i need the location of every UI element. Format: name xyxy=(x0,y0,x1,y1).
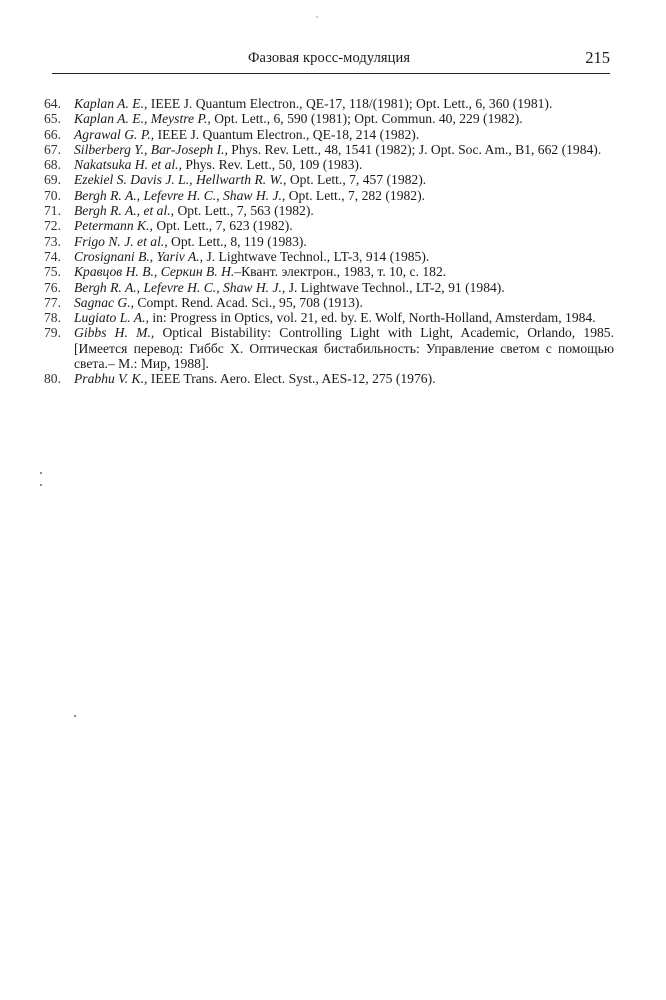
reference-source: Opt. Lett., 7, 623 (1982). xyxy=(152,218,293,234)
reference-number: 65. xyxy=(44,111,61,127)
reference-authors: Prabhu V. K., xyxy=(74,371,148,387)
reference-item xyxy=(44,172,614,187)
reference-authors: Agrawal G. P., xyxy=(74,126,155,142)
reference-number: 75. xyxy=(44,264,61,280)
reference-text xyxy=(74,96,614,111)
reference-number: 68. xyxy=(44,157,61,173)
reference-item xyxy=(44,234,614,249)
reference-authors: Kaplan A. E., xyxy=(74,96,148,111)
reference-item xyxy=(44,188,614,203)
reference-authors: Ezekiel S. Davis J. L., Hellwarth R. W., xyxy=(74,172,287,188)
reference-authors: Sagnac G., xyxy=(74,294,135,310)
reference-source: Opt. Lett., 7, 282 (1982). xyxy=(285,187,426,203)
reference-source: in: Progress in Optics, vol. 21, ed. by. E. Wolf, North-Holland, Amsterdam, 1984. xyxy=(148,310,596,326)
reference-item xyxy=(44,111,614,126)
reference-authors: Bergh R. A., Lefevre H. C., Shaw H. J., xyxy=(74,187,286,203)
reference-text xyxy=(74,157,614,172)
reference-authors: Crosignani B., Yariv A., xyxy=(74,248,204,264)
reference-text xyxy=(74,325,614,371)
reference-source: J. Lightwave Technol., LT-2, 91 (1984). xyxy=(285,279,505,295)
reference-source: IEEE J. Quantum Electron., QE-18, 214 (1982). xyxy=(154,126,420,142)
scan-speck xyxy=(40,472,42,474)
reference-authors: Petermann K., xyxy=(74,218,153,234)
reference-text xyxy=(74,295,614,310)
reference-item xyxy=(44,371,614,386)
reference-authors: Кравцов Н. В., Серкин В. Н. xyxy=(74,264,235,280)
reference-source: Phys. Rev. Lett., 50, 109 (1983). xyxy=(181,157,363,173)
reference-source: Optical Bistability: Controlling Light with Light, Academic, Orlando, 1985. [Имеется перевод: Гиббс Х. Оптическая бистабильность: Управление светом с помощью света.– М.: Мир, 1988]. xyxy=(74,325,614,372)
reference-source: Opt. Lett., 7, 457 (1982). xyxy=(286,172,427,188)
reference-source: –Квант. электрон., 1983, т. 10, с. 182. xyxy=(234,264,447,280)
reference-authors: Silberberg Y., Bar-Joseph I., xyxy=(74,141,228,157)
reference-source: IEEE Trans. Aero. Elect. Syst., AES-12, 275 (1976). xyxy=(147,371,436,387)
page-number: 215 xyxy=(585,48,610,67)
reference-text xyxy=(74,111,614,126)
reference-item xyxy=(44,96,614,111)
reference-source: Compt. Rend. Acad. Sci., 95, 708 (1913). xyxy=(134,294,363,310)
reference-text xyxy=(74,249,614,264)
reference-number: 80. xyxy=(44,371,61,387)
reference-source: Opt. Lett., 6, 590 (1981); Opt. Commun. 40, 229 (1982). xyxy=(210,111,523,127)
reference-text xyxy=(74,264,614,279)
reference-number: 73. xyxy=(44,233,61,249)
reference-authors: Bergh R. A., Lefevre H. C., Shaw H. J., xyxy=(74,279,286,295)
reference-number: 67. xyxy=(44,141,61,157)
reference-number: 77. xyxy=(44,294,61,310)
reference-item xyxy=(44,157,614,172)
reference-source: J. Lightwave Technol., LT-3, 914 (1985). xyxy=(203,248,430,264)
reference-number: 76. xyxy=(44,279,61,295)
scan-speck xyxy=(40,484,42,486)
reference-number: 78. xyxy=(44,310,61,326)
reference-list xyxy=(44,96,614,387)
reference-text xyxy=(74,280,614,295)
reference-text xyxy=(74,371,614,386)
reference-item xyxy=(44,203,614,218)
reference-number: 69. xyxy=(44,172,61,188)
scan-speck xyxy=(74,715,76,717)
reference-source: Opt. Lett., 8, 119 (1983). xyxy=(167,233,307,249)
reference-source: IEEE J. Quantum Electron., QE-17, 118/(1981); Opt. Lett., 6, 360 (1981). xyxy=(147,96,553,111)
reference-item xyxy=(44,264,614,279)
reference-item xyxy=(44,127,614,142)
reference-text xyxy=(74,234,614,249)
header-rule xyxy=(52,73,610,74)
reference-item xyxy=(44,249,614,264)
reference-source: Opt. Lett., 7, 563 (1982). xyxy=(174,203,314,219)
reference-text xyxy=(74,142,614,157)
reference-text xyxy=(74,127,614,142)
reference-text xyxy=(74,172,614,187)
reference-number: 70. xyxy=(44,187,61,203)
reference-authors: Lugiato L. A., xyxy=(74,310,149,326)
reference-item xyxy=(44,280,614,295)
reference-item xyxy=(44,218,614,233)
reference-item xyxy=(44,325,614,371)
reference-authors: Kaplan A. E., Meystre P., xyxy=(74,111,211,127)
reference-text xyxy=(74,203,614,218)
scan-speck xyxy=(316,16,318,18)
reference-item xyxy=(44,310,614,325)
reference-item xyxy=(44,142,614,157)
reference-text xyxy=(74,218,614,233)
reference-authors: Nakatsuka H. et al., xyxy=(74,157,182,173)
reference-text xyxy=(74,188,614,203)
reference-number: 79. xyxy=(44,325,61,341)
reference-number: 72. xyxy=(44,218,61,234)
reference-authors: Gibbs H. M., xyxy=(74,325,155,341)
reference-item xyxy=(44,295,614,310)
reference-number: 66. xyxy=(44,126,61,142)
reference-number: 71. xyxy=(44,203,61,219)
reference-source: Phys. Rev. Lett., 48, 1541 (1982); J. Opt. Soc. Am., B1, 662 (1984). xyxy=(227,141,602,157)
reference-number: 64. xyxy=(44,96,61,111)
reference-text xyxy=(74,310,614,325)
running-title: Фазовая кросс-модуляция xyxy=(248,50,411,66)
reference-authors: Bergh R. A., et al., xyxy=(74,203,175,219)
reference-number: 74. xyxy=(44,248,61,264)
reference-authors: Frigo N. J. et al., xyxy=(74,233,168,249)
